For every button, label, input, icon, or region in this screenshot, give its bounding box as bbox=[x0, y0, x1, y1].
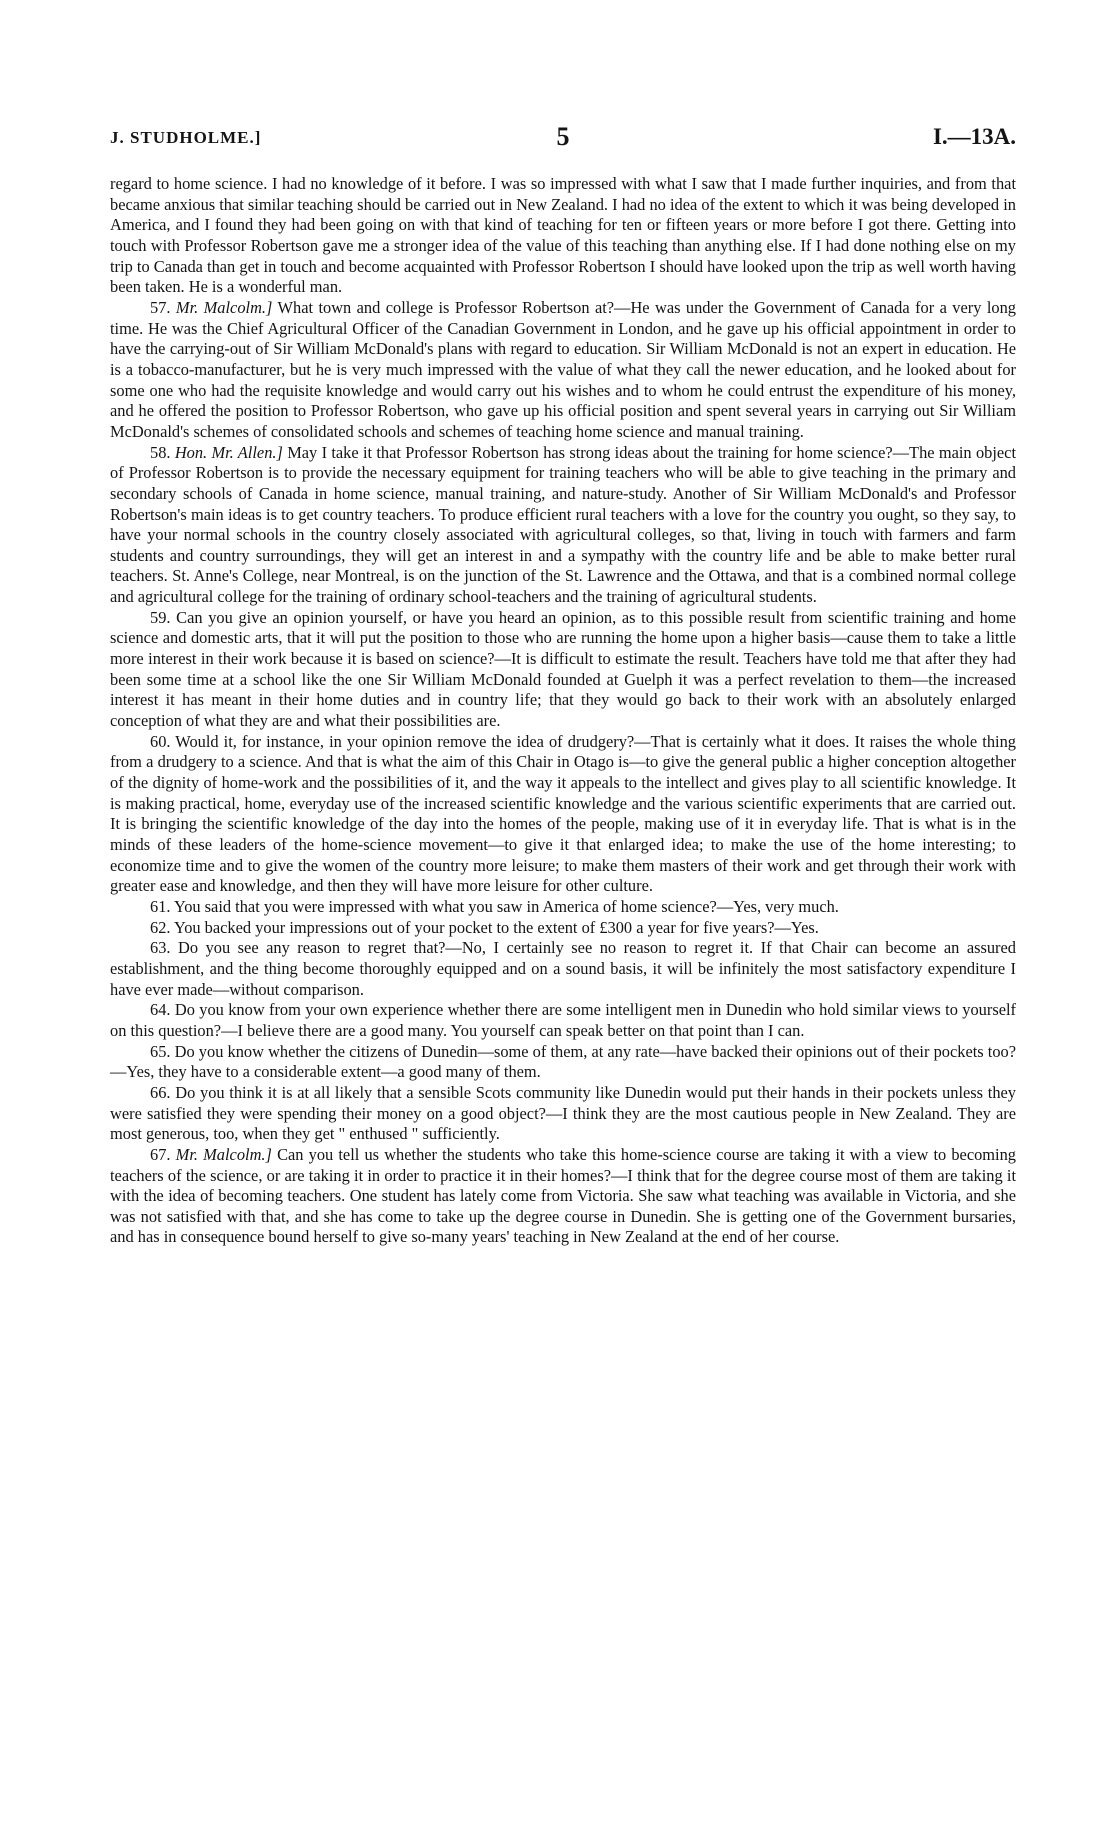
question-number: 59. bbox=[150, 607, 171, 627]
question-65 bbox=[110, 1042, 1016, 1083]
evidence-body bbox=[110, 174, 1016, 1248]
speaker: Mr. Malcolm.] bbox=[175, 297, 273, 317]
question-59 bbox=[110, 608, 1016, 732]
paragraph-text: Do you know from your own experience whether there are some intelligent men in Dunedin who hold similar views to yourself on this question?—I believe there are a good many. You yourself can speak better on that point than I can. bbox=[110, 1000, 1016, 1040]
question-number: 57. bbox=[150, 297, 171, 317]
paragraph-text: Can you give an opinion yourself, or have you heard an opinion, as to this possible result from scientific training and home science and domestic arts, that it will put the position to those who are running the home upon a higher basis—cause them to take a little more interest in their work because it is based on science?—It is difficult to estimate the result. Teachers have told me that after they had been some time at a school like the one Sir William McDonald founded at Guelph it was a perfect revelation to them—the increased interest it has meant in their home duties and in country life; that they would go back to their work with an absolutely enlarged conception of what they are and what their possibilities are. bbox=[110, 607, 1016, 731]
speaker: Hon. Mr. Allen.] bbox=[174, 442, 283, 462]
question-number: 62. bbox=[150, 917, 171, 937]
question-number: 67. bbox=[150, 1144, 171, 1164]
question-number: 61. bbox=[150, 896, 171, 916]
witness-running-head: J. STUDHOLME.] bbox=[110, 128, 262, 147]
paragraph-text: Do you know whether the citizens of Dunedin—some of them, at any rate—have backed their opinions out of their pockets too?—Yes, they have to a considerable extent—a good many of them. bbox=[110, 1041, 1016, 1082]
question-64 bbox=[110, 1000, 1016, 1041]
paragraph-text: What town and college is Professor Robertson at?—He was under the Government of Canada for a very long time. He was the Chief Agricultural Officer of the Canadian Government in London, and he gave up his official appointment in order to have the carrying-out of Sir William McDonald's plans with regard to education. Sir William McDonald is not an expert in education. He is a tobacco-manufacturer, but he is very much impressed with the value of what they call the newer education, and he looked about for some one who had the requisite knowledge and would carry out his wishes and to whom he could entrust the expenditure of his money, and he offered the position to Professor Robertson, who gave up his official position and spent several years in carrying out Sir William McDonald's schemes of consolidated schools and schemes of teaching home science and manual training. bbox=[110, 297, 1016, 441]
question-number: 65. bbox=[150, 1041, 171, 1061]
paragraph-text: You backed your impressions out of your pocket to the extent of £300 a year for five years?—Yes. bbox=[174, 917, 819, 937]
paragraph-text: Can you tell us whether the students who take this home-science course are taking it with a view to becoming teachers of the science, or are taking it in order to practice it in their homes?—I think that for the degree course most of them are taking it with the idea of becoming teachers. One student has lately come from Victoria. She saw what teaching was available in Victoria, and she was not satisfied with that, and she has come to take up the degree course in Dunedin. She is getting one of the Government bursaries, and has in consequence bound herself to give so-many years' teaching in New Zealand at the end of her course. bbox=[110, 1144, 1016, 1247]
question-number: 63. bbox=[150, 938, 171, 958]
question-62 bbox=[110, 918, 1016, 939]
question-number: 58. bbox=[150, 442, 171, 462]
speaker: Mr. Malcolm.] bbox=[175, 1144, 272, 1164]
question-61 bbox=[110, 897, 1016, 918]
paper-reference: I.—13A. bbox=[932, 124, 1016, 149]
question-58 bbox=[110, 443, 1016, 608]
paragraph-text: Would it, for instance, in your opinion remove the idea of drudgery?—That is certainly what it does. It raises the whole thing from a drudgery to a science. And that is what the aim of this Chair in Otago is—to give the general public a higher conception altogether of the dignity of home-work and the possibilities of it, and the way it appeals to the intellect and gives play to all scientific knowledge. It is making practical, home, everyday use of the increased scientific knowledge and the various scientific experiments that are carried out. It is bringing the scientific knowledge of the day into the homes of the people, making use of it in everyday life. That is what is in the minds of these leaders of the home-science movement—to give it that enlarged idea; to make the use of the home interesting; to economize time and to give the women of the country more leisure; to make them masters of their work and get through their work with greater ease and knowledge, and then they will have more leisure for other culture. bbox=[110, 731, 1016, 896]
question-number: 64. bbox=[150, 1000, 171, 1020]
paragraph-text: Do you see any reason to regret that?—No, I certainly see no reason to regret it. If that Chair can become an assured establishment, and the thing become thoroughly equipped and on a sound basis, it will be infinitely the most satisfactory expenditure I have ever made—without comparison. bbox=[110, 938, 1016, 999]
page-header bbox=[110, 122, 1016, 156]
question-60 bbox=[110, 732, 1016, 897]
paragraph-text: May I take it that Professor Robertson has strong ideas about the training for home science?—The main object of Professor Robertson is to provide the necessary equipment for training teachers who will be able to give teaching in the primary and secondary schools of Canada in home science, manual training, and nature-study. Another of Sir William McDonald's and Professor Robertson's main ideas is to get country teachers. To produce efficient rural teachers with a love for the country you ought, so they say, to have your normal schools in the country closely associated with agricultural colleges, so that, living in touch with farmers and farm students and country surroundings, they will get an interest in and a sympathy with the country life and be able to make better rural teachers. St. Anne's College, near Montreal, is on the junction of the St. Lawrence and the Ottawa, and that is a combined normal college and agricultural college for the training of ordinary school-teachers and the training of agricultural students. bbox=[110, 442, 1016, 607]
question-63 bbox=[110, 938, 1016, 1000]
question-number: 60. bbox=[150, 731, 171, 751]
question-66 bbox=[110, 1083, 1016, 1145]
question-number: 66. bbox=[150, 1082, 171, 1102]
page-number: 5 bbox=[556, 122, 570, 151]
paragraph-text: Do you think it is at all likely that a sensible Scots community like Dunedin would put their hands in their pockets unless they were satisfied they were spending their money on a good object?—I think they are the most cautious people in New Zealand. They are most generous, too, when they get " enthused " sufficiently. bbox=[110, 1082, 1016, 1144]
question-67 bbox=[110, 1145, 1016, 1248]
paragraph-continuation bbox=[110, 174, 1016, 298]
paragraph-text: You said that you were impressed with what you saw in America of home science?—Yes, very much. bbox=[174, 896, 839, 916]
question-57 bbox=[110, 298, 1016, 443]
paragraph-text: regard to home science. I had no knowledge of it before. I was so impressed with what I saw that I made further inquiries, and from that became anxious that similar teaching should be carried out in New Zealand. I had no idea of the extent to which it was being developed in America, and I found they had been going on with that kind of teaching for ten or fifteen years or more before I got there. Getting into touch with Professor Robertson gave me a stronger idea of the value of this teaching than anything else. If I had done nothing else on my trip to Canada than get in touch and become acquainted with Professor Robertson I should have looked upon the trip as well worth having been taken. He is a wonderful man. bbox=[110, 174, 1016, 297]
